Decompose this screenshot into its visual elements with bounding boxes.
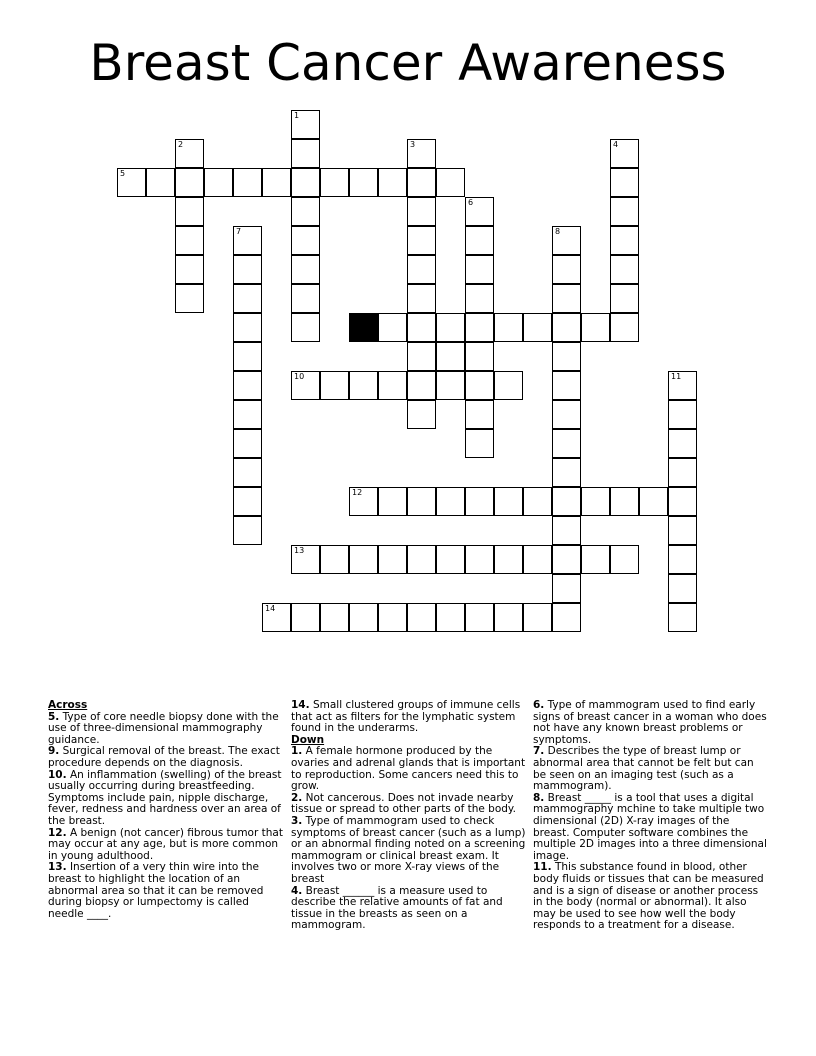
grid-cell[interactable] xyxy=(407,342,436,371)
grid-cell[interactable] xyxy=(494,545,523,574)
grid-cell[interactable] xyxy=(581,487,610,516)
grid-cell[interactable] xyxy=(233,371,262,400)
clue-number: 10 xyxy=(294,372,305,381)
clue-number: 12 xyxy=(352,488,363,497)
clue-down-4: 4. Breast ______ is a measure used to describe the relative amounts of fat and tissue in the breasts as seen on a mammogram. xyxy=(291,884,503,932)
grid-cell[interactable] xyxy=(610,255,639,284)
grid-cell[interactable] xyxy=(291,284,320,313)
grid-cell[interactable] xyxy=(610,226,639,255)
grid-cell[interactable] xyxy=(262,603,291,632)
grid-cell[interactable] xyxy=(668,429,697,458)
grid-cell[interactable] xyxy=(175,197,204,226)
grid-cell[interactable] xyxy=(378,487,407,516)
clue-number: 8 xyxy=(555,227,561,236)
grid-cell[interactable] xyxy=(349,603,378,632)
grid-cell[interactable] xyxy=(494,313,523,342)
across-header: Across xyxy=(48,699,88,711)
grid-cell[interactable] xyxy=(175,255,204,284)
grid-cell[interactable] xyxy=(668,516,697,545)
grid-cell[interactable] xyxy=(436,313,465,342)
grid-cell[interactable] xyxy=(465,226,494,255)
grid-cell[interactable] xyxy=(407,603,436,632)
grid-cell[interactable] xyxy=(465,342,494,371)
grid-cell[interactable] xyxy=(436,371,465,400)
clue-across-9: 9. Surgical removal of the breast. The exact procedure depends on the diagnosis. xyxy=(48,745,280,769)
clues-column-1 xyxy=(48,700,284,920)
grid-cell[interactable] xyxy=(233,255,262,284)
grid-cell[interactable] xyxy=(610,487,639,516)
grid-cell[interactable] xyxy=(552,284,581,313)
grid-cell[interactable] xyxy=(552,458,581,487)
grid-cell[interactable] xyxy=(233,400,262,429)
grid-cell[interactable] xyxy=(291,168,320,197)
grid-cell[interactable] xyxy=(291,139,320,168)
grid-cell[interactable] xyxy=(175,139,204,168)
clue-number: 7 xyxy=(236,227,242,236)
clue-down-11: 11. This substance found in blood, other body fluids or tissues that can be measured and is a sign of disease or another process in the body (normal or abnormal). It also may be used to see how well the body responds to a treatment for a disease. xyxy=(533,861,764,932)
grid-cell[interactable] xyxy=(523,545,552,574)
grid-cell[interactable] xyxy=(407,371,436,400)
clue-number: 3 xyxy=(410,140,416,149)
grid-cell[interactable] xyxy=(610,139,639,168)
grid-cell[interactable] xyxy=(407,139,436,168)
grid-cell[interactable] xyxy=(668,603,697,632)
clue-across-12: 12. A benign (not cancer) fibrous tumor that may occur at any age, but is more common in young adulthood. xyxy=(48,826,283,862)
grid-cell[interactable] xyxy=(233,284,262,313)
grid-cell[interactable] xyxy=(233,168,262,197)
clues-column-2 xyxy=(291,700,527,932)
grid-cell[interactable] xyxy=(465,371,494,400)
block-cell xyxy=(349,313,378,342)
grid-cell[interactable] xyxy=(175,284,204,313)
grid-cell[interactable] xyxy=(610,168,639,197)
clues-column-3 xyxy=(533,700,769,932)
grid-cell[interactable] xyxy=(668,487,697,516)
grid-cell[interactable] xyxy=(523,603,552,632)
grid-cell[interactable] xyxy=(378,168,407,197)
grid-cell[interactable] xyxy=(262,168,291,197)
clue-across-14: 14. Small clustered groups of immune cells that act as filters for the lymphatic system found in the underarms. xyxy=(291,699,521,735)
grid-cell[interactable] xyxy=(552,342,581,371)
grid-cell[interactable] xyxy=(552,487,581,516)
grid-cell[interactable] xyxy=(407,284,436,313)
grid-cell[interactable] xyxy=(407,487,436,516)
grid-cell[interactable] xyxy=(407,197,436,226)
grid-cell[interactable] xyxy=(407,545,436,574)
grid-cell[interactable] xyxy=(291,603,320,632)
grid-cell[interactable] xyxy=(552,603,581,632)
grid-cell[interactable] xyxy=(117,168,146,197)
grid-cell[interactable] xyxy=(465,545,494,574)
grid-cell[interactable] xyxy=(465,255,494,284)
grid-cell[interactable] xyxy=(552,545,581,574)
grid-cell[interactable] xyxy=(639,487,668,516)
grid-cell[interactable] xyxy=(320,371,349,400)
clue-number: 1 xyxy=(294,111,300,120)
clue-down-3: 3. Type of mammogram used to check symptoms of breast cancer (such as a lump) or an abnormal finding noted on a screening mammogram or clinical breast exam. It involves two or more X-ray views of the breast xyxy=(291,814,526,885)
grid-cell[interactable] xyxy=(581,313,610,342)
grid-cell[interactable] xyxy=(407,255,436,284)
grid-cell[interactable] xyxy=(175,168,204,197)
down-header: Down xyxy=(291,733,325,746)
clue-number: 13 xyxy=(294,546,305,555)
grid-cell[interactable] xyxy=(436,168,465,197)
grid-cell[interactable] xyxy=(407,313,436,342)
grid-cell[interactable] xyxy=(407,168,436,197)
grid-cell[interactable] xyxy=(320,545,349,574)
clue-down-1: 1. A female hormone produced by the ovaries and adrenal glands that is important to reproduction. Some cancers need this to grow. xyxy=(291,745,526,793)
grid-cell[interactable] xyxy=(494,603,523,632)
clue-down-6: 6. Type of mammogram used to find early signs of breast cancer in a woman who does not have any known breast problems or symptoms. xyxy=(533,699,767,746)
grid-cell[interactable] xyxy=(233,516,262,545)
grid-cell[interactable] xyxy=(523,313,552,342)
grid-cell[interactable] xyxy=(378,545,407,574)
grid-cell[interactable] xyxy=(581,545,610,574)
grid-cell[interactable] xyxy=(349,487,378,516)
grid-cell[interactable] xyxy=(378,371,407,400)
grid-cell[interactable] xyxy=(233,458,262,487)
grid-cell[interactable] xyxy=(407,400,436,429)
grid-cell[interactable] xyxy=(233,313,262,342)
grid-cell[interactable] xyxy=(291,255,320,284)
grid-cell[interactable] xyxy=(320,168,349,197)
clue-number: 11 xyxy=(671,372,682,381)
grid-cell[interactable] xyxy=(233,342,262,371)
grid-cell[interactable] xyxy=(378,603,407,632)
grid-cell[interactable] xyxy=(552,226,581,255)
grid-cell[interactable] xyxy=(436,487,465,516)
grid-cell[interactable] xyxy=(378,313,407,342)
grid-cell[interactable] xyxy=(668,400,697,429)
grid-cell[interactable] xyxy=(552,313,581,342)
grid-cell[interactable] xyxy=(204,168,233,197)
grid-cell[interactable] xyxy=(465,313,494,342)
grid-cell[interactable] xyxy=(436,603,465,632)
grid-cell[interactable] xyxy=(146,168,175,197)
grid-cell[interactable] xyxy=(668,371,697,400)
puzzle-title: Breast Cancer Awareness xyxy=(89,34,727,92)
grid-cell[interactable] xyxy=(233,226,262,255)
grid-cell[interactable] xyxy=(291,313,320,342)
grid-cell[interactable] xyxy=(523,487,552,516)
clue-number: 5 xyxy=(120,169,126,178)
grid-cell[interactable] xyxy=(552,255,581,284)
grid-cell[interactable] xyxy=(668,458,697,487)
clue-number: 6 xyxy=(468,198,474,207)
grid-cell[interactable] xyxy=(407,226,436,255)
grid-cell[interactable] xyxy=(465,197,494,226)
grid-cell[interactable] xyxy=(465,284,494,313)
grid-cell[interactable] xyxy=(465,400,494,429)
grid-cell[interactable] xyxy=(494,371,523,400)
grid-cell[interactable] xyxy=(465,429,494,458)
grid-cell[interactable] xyxy=(610,284,639,313)
grid-cell[interactable] xyxy=(552,371,581,400)
grid-cell[interactable] xyxy=(465,603,494,632)
grid-cell[interactable] xyxy=(552,429,581,458)
grid-cell[interactable] xyxy=(610,313,639,342)
grid-cell[interactable] xyxy=(349,545,378,574)
grid-cell[interactable] xyxy=(233,487,262,516)
grid-cell[interactable] xyxy=(349,371,378,400)
grid-cell[interactable] xyxy=(349,168,378,197)
grid-cell[interactable] xyxy=(494,487,523,516)
clue-down-2: 2. Not cancerous. Does not invade nearby tissue or spread to other parts of the body. xyxy=(291,791,516,816)
grid-cell[interactable] xyxy=(291,371,320,400)
grid-cell[interactable] xyxy=(668,545,697,574)
grid-cell[interactable] xyxy=(436,342,465,371)
clue-across-5: 5. Type of core needle biopsy done with the use of three-dimensional mammography guidance. xyxy=(48,710,279,746)
clue-across-13: 13. Insertion of a very thin wire into the breast to highlight the location of an abnormal area so that it can be removed during biopsy or lumpectomy is called needle ____. xyxy=(48,861,264,920)
grid-cell[interactable] xyxy=(291,110,320,139)
grid-cell[interactable] xyxy=(668,574,697,603)
grid-cell[interactable] xyxy=(552,400,581,429)
clue-number: 2 xyxy=(178,140,184,149)
grid-cell[interactable] xyxy=(291,226,320,255)
grid-cell[interactable] xyxy=(610,545,639,574)
clue-number: 4 xyxy=(613,140,619,149)
clue-across-10: 10. An inflammation (swelling) of the breast usually occurring during breastfeeding. Symptoms include pain, nipple discharge, fever, redness and hardness over an area of the breast. xyxy=(48,768,282,827)
grid-cell[interactable] xyxy=(233,429,262,458)
grid-cell[interactable] xyxy=(320,603,349,632)
clue-number: 14 xyxy=(265,604,276,613)
grid-cell[interactable] xyxy=(465,487,494,516)
grid-cell[interactable] xyxy=(610,197,639,226)
clue-down-8: 8. Breast _____ is a tool that uses a digital mammography mchine to take multiple two dimensional (2D) X-ray images of the breast. Computer software combines the multiple 2D images into a three dimensional image. xyxy=(533,791,767,862)
grid-cell[interactable] xyxy=(291,197,320,226)
clue-down-7: 7. Describes the type of breast lump or abnormal area that cannot be felt but can be seen on an imaging test (such as a mammogram). xyxy=(533,745,754,793)
grid-cell[interactable] xyxy=(436,545,465,574)
grid-cell[interactable] xyxy=(552,574,581,603)
grid-cell[interactable] xyxy=(552,516,581,545)
grid-cell[interactable] xyxy=(291,545,320,574)
grid-cell[interactable] xyxy=(175,226,204,255)
